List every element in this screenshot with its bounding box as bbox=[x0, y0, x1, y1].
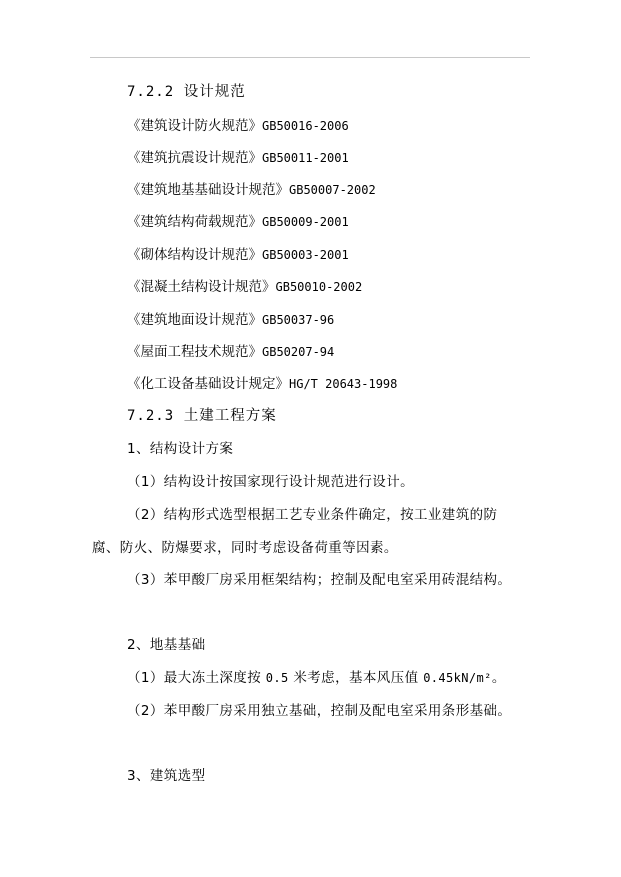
standard-name: 《化工设备基础设计规定》 bbox=[127, 376, 289, 392]
subsection-heading-structure: 1、结构设计方案 bbox=[127, 441, 234, 457]
standard-name: 《建筑地面设计规范》 bbox=[127, 312, 262, 328]
standard-name: 《混凝土结构设计规范》 bbox=[127, 279, 276, 295]
section-title: 设计规范 bbox=[183, 84, 246, 100]
foundation-item-1-prefix: （1）最大冻土深度按 bbox=[127, 670, 262, 686]
standard-item bbox=[127, 246, 349, 264]
subsection-heading-architecture: 3、建筑选型 bbox=[127, 768, 206, 784]
foundation-item-2: （2）苯甲酸厂房采用独立基础，控制及配电室采用条形基础。 bbox=[127, 703, 512, 719]
standard-name: 《建筑地基基础设计规范》 bbox=[127, 182, 289, 198]
wind-pressure-value: 0.45kN/m² bbox=[423, 671, 492, 685]
structure-item-2-line-1: （2）结构形式选型根据工艺专业条件确定，按工业建筑的防 bbox=[127, 507, 498, 523]
standard-code: GB50009-2001 bbox=[262, 215, 349, 229]
standard-name: 《建筑结构荷载规范》 bbox=[127, 214, 262, 230]
section-heading-722 bbox=[127, 83, 246, 101]
standard-item bbox=[127, 375, 397, 393]
standard-name: 《砌体结构设计规范》 bbox=[127, 247, 262, 263]
standard-code: GB50016-2006 bbox=[262, 119, 349, 133]
standard-name: 《屋面工程技术规范》 bbox=[127, 344, 262, 360]
standard-code: GB50007-2002 bbox=[289, 183, 376, 197]
foundation-item-1-middle: 米考虑，基本风压值 bbox=[293, 670, 419, 686]
standard-name: 《建筑设计防火规范》 bbox=[127, 118, 262, 134]
section-number: 7.2.2 bbox=[127, 84, 175, 100]
standard-item bbox=[127, 343, 334, 361]
standard-item bbox=[127, 278, 362, 296]
section-title: 土建工程方案 bbox=[183, 408, 277, 424]
structure-item-2-line-2: 腐、防火、防爆要求，同时考虑设备荷重等因素。 bbox=[92, 540, 398, 556]
foundation-item-1-suffix: 。 bbox=[491, 670, 506, 686]
standard-item bbox=[127, 181, 376, 199]
frost-depth-value: 0.5 bbox=[265, 671, 289, 685]
standard-item bbox=[127, 213, 349, 231]
standard-item bbox=[127, 311, 334, 329]
standard-name: 《建筑抗震设计规范》 bbox=[127, 150, 262, 166]
foundation-item-1 bbox=[127, 669, 506, 687]
standard-code: HG/T 20643-1998 bbox=[289, 377, 398, 391]
structure-item-3: （3）苯甲酸厂房采用框架结构；控制及配电室采用砖混结构。 bbox=[127, 572, 512, 588]
standard-code: GB50207-94 bbox=[262, 345, 335, 359]
subsection-heading-foundation: 2、地基基础 bbox=[127, 637, 206, 653]
header-rule bbox=[90, 57, 530, 58]
section-number: 7.2.3 bbox=[127, 408, 175, 424]
standard-code: GB50011-2001 bbox=[262, 151, 349, 165]
structure-item-1: （1）结构设计按国家现行设计规范进行设计。 bbox=[127, 474, 414, 490]
standard-item bbox=[127, 117, 349, 135]
standard-code: GB50003-2001 bbox=[262, 248, 349, 262]
standard-item bbox=[127, 149, 349, 167]
standard-code: GB50010-2002 bbox=[275, 280, 363, 294]
standard-code: GB50037-96 bbox=[262, 313, 335, 327]
section-heading-723 bbox=[127, 407, 277, 425]
